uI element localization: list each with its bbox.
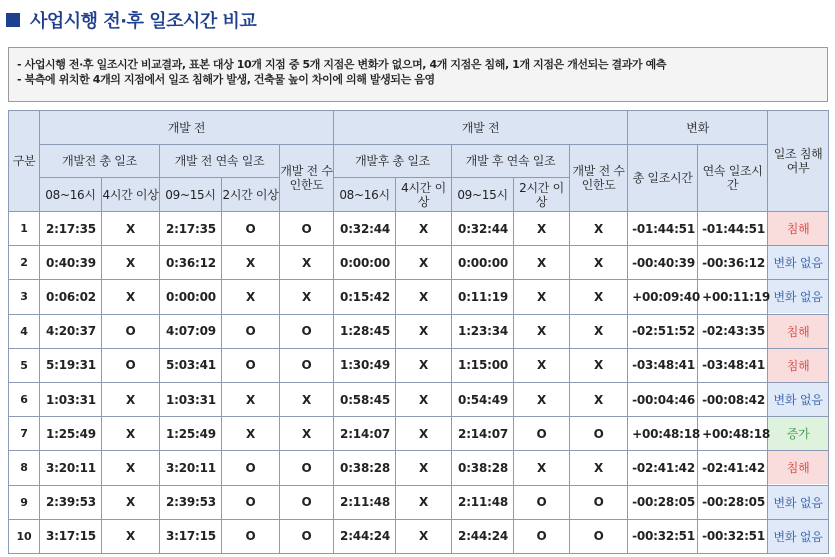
status-badge: 변화 없음 [768,520,828,553]
status-badge: 변화 없음 [768,280,828,313]
cell-before-2h: O [222,485,280,519]
cell-after-total: 0:32:44 [334,212,396,246]
cell-before-cont: 2:39:53 [160,485,222,519]
cell-after-total: 2:11:48 [334,485,396,519]
page-title-text: 사업시행 전·후 일조시간 비교 [30,11,257,32]
cell-before-2h: O [222,451,280,485]
cell-before-2h: X [222,382,280,416]
table-row [9,246,829,280]
cell-before-4h: X [102,451,160,485]
header-group-before: 개발 전 [40,111,334,145]
cell-after-2h: O [514,417,570,451]
header-after-0915: 09~15시 [452,178,514,212]
header-change-total: 총 일조시간 [628,145,698,212]
cell-after-limit: X [570,246,628,280]
cell-before-total: 3:17:15 [40,519,102,553]
cell-after-2h: O [514,485,570,519]
cell-change-total: -03:48:41 [628,348,698,382]
cell-after-4h: X [396,280,452,314]
cell-before-2h: O [222,348,280,382]
cell-change-total: -00:32:51 [628,519,698,553]
cell-before-total: 4:20:37 [40,314,102,348]
header-gubun: 구분 [9,111,40,212]
cell-before-4h: X [102,212,160,246]
cell-after-cont: 2:11:48 [452,485,514,519]
cell-status [768,485,829,519]
cell-before-cont: 0:00:00 [160,280,222,314]
cell-after-4h: X [396,348,452,382]
cell-change-cont: -01:44:51 [698,212,768,246]
cell-change-total: -01:44:51 [628,212,698,246]
cell-row-number: 8 [9,451,40,485]
summary-line-1: - 사업시행 전·후 일조시간 비교결과, 표본 대상 10개 지점 중 5개 지점은 변화가 없으며, 4개 지점은 침해, 1개 지점은 개선되는 결과가 예측 [17,58,667,71]
cell-before-4h: X [102,382,160,416]
status-badge: 변화 없음 [768,383,828,416]
cell-before-2h: X [222,280,280,314]
cell-after-total: 2:14:07 [334,417,396,451]
cell-after-total: 0:38:28 [334,451,396,485]
cell-change-total: +00:09:40 [628,280,698,314]
cell-before-cont: 2:17:35 [160,212,222,246]
header-after-cont: 개발 후 연속 일조 [452,145,570,178]
cell-before-limit: O [280,348,334,382]
cell-after-cont: 1:23:34 [452,314,514,348]
cell-before-limit: O [280,451,334,485]
cell-status [768,417,829,451]
cell-change-cont: +00:48:18 [698,417,768,451]
table-row [9,212,829,246]
cell-after-cont: 0:00:00 [452,246,514,280]
table-body [9,212,829,554]
header-after-0816: 08~16시 [334,178,396,212]
table-row [9,280,829,314]
cell-row-number: 9 [9,485,40,519]
cell-before-total: 2:17:35 [40,212,102,246]
status-badge: 변화 없음 [768,246,828,279]
cell-before-2h: O [222,314,280,348]
table-row [9,485,829,519]
cell-row-number: 4 [9,314,40,348]
cell-before-4h: X [102,417,160,451]
cell-after-4h: X [396,417,452,451]
cell-before-limit: O [280,212,334,246]
cell-after-limit: X [570,451,628,485]
header-after-total: 개발후 총 일조 [334,145,452,178]
cell-before-total: 0:06:02 [40,280,102,314]
header-after-limit: 개발 전 수인한도 [570,145,628,212]
cell-change-cont: -03:48:41 [698,348,768,382]
cell-before-total: 0:40:39 [40,246,102,280]
cell-change-cont: -02:43:35 [698,314,768,348]
cell-after-cont: 0:32:44 [452,212,514,246]
cell-before-cont: 3:20:11 [160,451,222,485]
cell-after-total: 0:15:42 [334,280,396,314]
cell-after-limit: O [570,417,628,451]
summary-line-2: - 북측에 위치한 4개의 지점에서 일조 침해가 발생, 건축물 높이 차이에 의해 발생되는 음영 [17,73,435,86]
cell-before-4h: X [102,280,160,314]
cell-before-total: 5:19:31 [40,348,102,382]
status-badge: 침해 [768,349,828,382]
header-group-after: 개발 전 [334,111,628,145]
cell-change-total: -02:51:52 [628,314,698,348]
cell-change-total: -02:41:42 [628,451,698,485]
header-before-limit: 개발 전 수인한도 [280,145,334,212]
cell-change-cont: -00:36:12 [698,246,768,280]
table-row [9,314,829,348]
cell-before-limit: X [280,280,334,314]
cell-after-cont: 0:54:49 [452,382,514,416]
cell-after-4h: X [396,212,452,246]
cell-before-limit: O [280,519,334,553]
cell-after-4h: X [396,246,452,280]
status-badge: 증가 [768,417,828,450]
cell-after-2h: X [514,280,570,314]
cell-before-limit: O [280,314,334,348]
header-before-0816: 08~16시 [40,178,102,212]
cell-after-4h: X [396,314,452,348]
cell-after-cont: 2:44:24 [452,519,514,553]
cell-after-4h: X [396,382,452,416]
status-badge: 침해 [768,451,828,484]
header-before-cont: 개발 전 연속 일조 [160,145,280,178]
cell-change-total: -00:40:39 [628,246,698,280]
cell-before-cont: 5:03:41 [160,348,222,382]
cell-status [768,314,829,348]
header-decline: 일조 침해 여부 [768,111,829,212]
cell-before-limit: O [280,485,334,519]
cell-before-limit: X [280,246,334,280]
status-badge: 침해 [768,212,828,245]
cell-row-number: 7 [9,417,40,451]
title-bullet-icon [6,13,20,27]
status-badge: 침해 [768,315,828,348]
cell-after-total: 1:30:49 [334,348,396,382]
cell-after-4h: X [396,485,452,519]
status-badge: 변화 없음 [768,486,828,519]
header-after-4h: 4시간 이상 [396,178,452,212]
table-row [9,519,829,553]
cell-change-cont: -00:08:42 [698,382,768,416]
cell-after-2h: X [514,212,570,246]
cell-after-limit: X [570,314,628,348]
cell-before-4h: O [102,348,160,382]
cell-status [768,246,829,280]
table-row [9,348,829,382]
cell-before-cont: 4:07:09 [160,314,222,348]
cell-after-limit: X [570,348,628,382]
cell-after-cont: 1:15:00 [452,348,514,382]
cell-before-4h: X [102,246,160,280]
cell-after-4h: X [396,451,452,485]
cell-before-4h: X [102,519,160,553]
header-before-4h: 4시간 이상 [102,178,160,212]
cell-change-cont: -00:28:05 [698,485,768,519]
cell-change-total: -00:04:46 [628,382,698,416]
cell-change-total: +00:48:18 [628,417,698,451]
table-row [9,417,829,451]
header-group-change: 변화 [628,111,768,145]
cell-status [768,348,829,382]
cell-status [768,451,829,485]
cell-after-total: 2:44:24 [334,519,396,553]
page-title [6,6,256,34]
cell-before-2h: X [222,417,280,451]
cell-status [768,519,829,553]
table-row [9,451,829,485]
cell-after-cont: 2:14:07 [452,417,514,451]
cell-change-cont: +00:11:19 [698,280,768,314]
cell-after-limit: X [570,280,628,314]
cell-row-number: 10 [9,519,40,553]
cell-change-total: -00:28:05 [628,485,698,519]
cell-after-2h: X [514,246,570,280]
cell-after-total: 1:28:45 [334,314,396,348]
cell-before-total: 1:25:49 [40,417,102,451]
cell-before-total: 1:03:31 [40,382,102,416]
cell-after-2h: X [514,348,570,382]
cell-before-2h: X [222,246,280,280]
cell-row-number: 1 [9,212,40,246]
cell-after-cont: 0:38:28 [452,451,514,485]
header-before-2h: 2시간 이상 [222,178,280,212]
sunlight-comparison-table [8,110,829,554]
cell-before-2h: O [222,212,280,246]
cell-before-cont: 1:03:31 [160,382,222,416]
cell-before-limit: X [280,382,334,416]
cell-row-number: 6 [9,382,40,416]
cell-before-limit: X [280,417,334,451]
cell-after-2h: X [514,451,570,485]
cell-after-limit: X [570,212,628,246]
cell-after-2h: O [514,519,570,553]
cell-after-4h: X [396,519,452,553]
cell-before-total: 3:20:11 [40,451,102,485]
cell-change-cont: -00:32:51 [698,519,768,553]
header-before-total: 개발전 총 일조 [40,145,160,178]
table-row [9,382,829,416]
summary-box [8,47,828,102]
cell-before-cont: 3:17:15 [160,519,222,553]
cell-after-2h: X [514,314,570,348]
cell-after-2h: X [514,382,570,416]
cell-before-4h: O [102,314,160,348]
cell-after-total: 0:58:45 [334,382,396,416]
cell-status [768,382,829,416]
cell-after-limit: O [570,485,628,519]
header-change-cont: 연속 일조시간 [698,145,768,212]
cell-after-cont: 0:11:19 [452,280,514,314]
cell-after-limit: X [570,382,628,416]
cell-before-cont: 1:25:49 [160,417,222,451]
cell-row-number: 3 [9,280,40,314]
cell-before-2h: O [222,519,280,553]
cell-before-4h: X [102,485,160,519]
cell-row-number: 2 [9,246,40,280]
cell-before-total: 2:39:53 [40,485,102,519]
cell-status [768,212,829,246]
cell-after-limit: O [570,519,628,553]
cell-status [768,280,829,314]
header-before-0915: 09~15시 [160,178,222,212]
header-after-2h: 2시간 이상 [514,178,570,212]
cell-before-cont: 0:36:12 [160,246,222,280]
cell-row-number: 5 [9,348,40,382]
cell-after-total: 0:00:00 [334,246,396,280]
cell-change-cont: -02:41:42 [698,451,768,485]
